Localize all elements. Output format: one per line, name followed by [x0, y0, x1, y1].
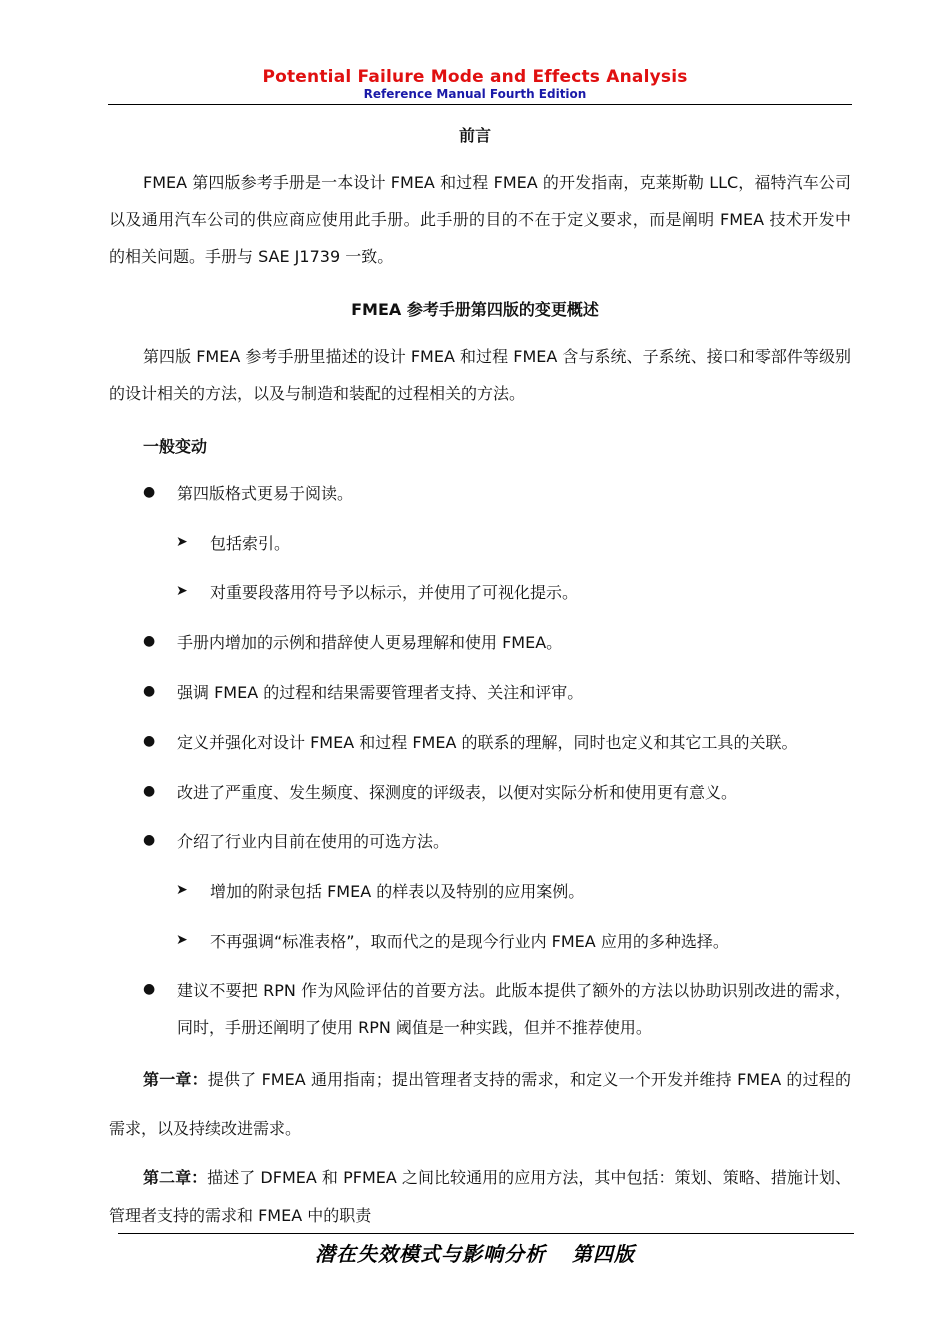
bullet-icon: ●	[143, 981, 156, 997]
header-divider	[108, 104, 852, 105]
general-changes-heading: 一般变动	[143, 437, 208, 456]
list-item: 手册内增加的示例和措辞使人更易理解和使用 FMEA。	[177, 633, 563, 652]
header-title: Potential Failure Mode and Effects Analysis	[262, 67, 688, 87]
arrowhead-icon: ➤	[176, 882, 188, 898]
footer-title: 潜在失效模式与影响分析 第四版	[315, 1242, 635, 1266]
list-subitem: 包括索引。	[210, 534, 291, 553]
overview-heading: FMEA 参考手册第四版的变更概述	[351, 300, 599, 319]
chapter-1-text: 提供了 FMEA 通用指南；提出管理者支持的需求，和定义一个开发并维持 FMEA 的过程的需求，以及持续改进需求。	[109, 1070, 851, 1138]
chapter-2-paragraph	[109, 1159, 851, 1235]
list-subitem: 增加的附录包括 FMEA 的样表以及特别的应用案例。	[210, 882, 585, 901]
list-subitem: 不再强调“标准表格”，取而代之的是现今行业内 FMEA 应用的多种选择。	[210, 932, 729, 951]
bullet-icon: ●	[143, 832, 156, 848]
bullet-icon: ●	[143, 633, 156, 649]
chapter-2-label: 第二章：	[143, 1168, 208, 1187]
list-item: 第四版格式更易于阅读。	[177, 484, 354, 503]
preface-paragraph: FMEA 第四版参考手册是一本设计 FMEA 和过程 FMEA 的开发指南，克莱斯勒 LLC，福特汽车公司以及通用汽车公司的供应商应使用此手册。此手册的目的不在于定义要求，而是阐明 FMEA 技术开发中的相关问题。手册与 SAE J1739 一致。	[109, 173, 851, 266]
footer-divider	[118, 1233, 854, 1234]
header-subtitle: Reference Manual Fourth Edition	[363, 87, 587, 101]
bullet-icon: ●	[143, 683, 156, 699]
list-item: 改进了严重度、发生频度、探测度的评级表，以便对实际分析和使用更有意义。	[177, 783, 738, 802]
chapter-1-paragraph	[109, 1055, 851, 1153]
chapter-2-text: 描述了 DFMEA 和 PFMEA 之间比较通用的应用方法，其中包括：策划、策略、措施计划、管理者支持的需求和 FMEA 中的职责	[109, 1168, 851, 1225]
chapter-1-label: 第一章：	[143, 1070, 208, 1089]
list-item: 介绍了行业内目前在使用的可选方法。	[177, 832, 450, 851]
list-subitem: 对重要段落用符号予以标示，并使用了可视化提示。	[210, 583, 579, 602]
list-item: 定义并强化对设计 FMEA 和过程 FMEA 的联系的理解，同时也定义和其它工具的关联。	[177, 733, 798, 752]
overview-paragraph: 第四版 FMEA 参考手册里描述的设计 FMEA 和过程 FMEA 含与系统、子系统、接口和零部件等级别的设计相关的方法，以及与制造和装配的过程相关的方法。	[109, 347, 851, 403]
bullet-icon: ●	[143, 484, 156, 500]
bullet-icon: ●	[143, 733, 156, 749]
preface-heading: 前言	[458, 126, 491, 145]
arrowhead-icon: ➤	[176, 534, 188, 550]
arrowhead-icon: ➤	[176, 932, 188, 948]
arrowhead-icon: ➤	[176, 583, 188, 599]
list-item: 建议不要把 RPN 作为风险评估的首要方法。此版本提供了额外的方法以协助识别改进的需求，同时，手册还阐明了使用 RPN 阈值是一种实践，但并不推荐使用。	[177, 981, 851, 1037]
bullet-icon: ●	[143, 783, 156, 799]
list-item: 强调 FMEA 的过程和结果需要管理者支持、关注和评审。	[177, 683, 584, 702]
